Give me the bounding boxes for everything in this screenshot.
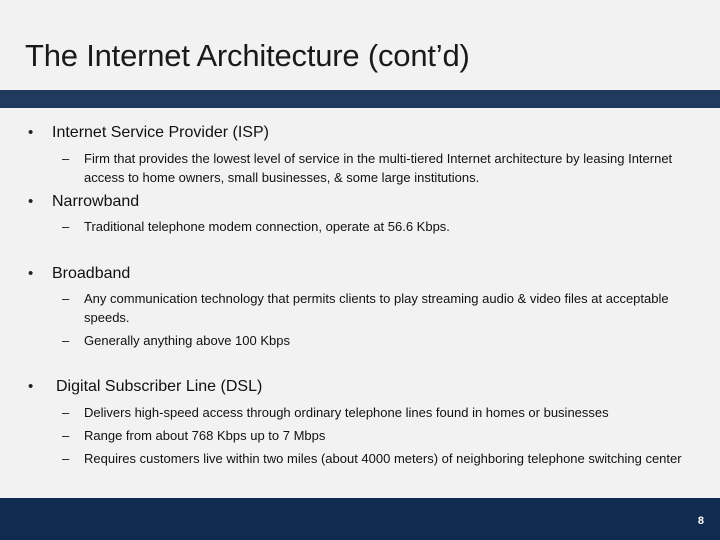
dash-marker: – bbox=[62, 151, 70, 166]
page-number: 8 bbox=[697, 515, 704, 527]
title-area bbox=[0, 0, 720, 90]
dash-marker: – bbox=[62, 291, 70, 306]
heading-isp: Internet Service Provider (ISP) bbox=[52, 124, 269, 141]
list-item bbox=[62, 149, 702, 187]
list-item bbox=[62, 289, 702, 327]
heading-dsl: Digital Subscriber Line (DSL) bbox=[56, 378, 263, 395]
dsl-requirement: Requires customers live within two miles (about 4000 meters) of neighboring telephone switching center bbox=[84, 451, 682, 466]
heading-broadband: Broadband bbox=[52, 265, 131, 282]
list-item bbox=[62, 426, 702, 445]
dash-marker: – bbox=[62, 405, 70, 420]
bullet-narrowband: • bbox=[28, 193, 34, 210]
footer-bar bbox=[0, 498, 720, 540]
narrowband-definition: Traditional telephone modem connection, operate at 56.6 Kbps. bbox=[84, 219, 450, 234]
title-divider-bar bbox=[0, 90, 720, 108]
dash-marker: – bbox=[62, 219, 70, 234]
broadband-definition: Any communication technology that permits clients to play streaming audio & video files at acceptable speeds. bbox=[84, 291, 669, 325]
dash-marker: – bbox=[62, 451, 70, 466]
broadband-speed: Generally anything above 100 Kbps bbox=[84, 333, 290, 348]
list-item bbox=[62, 217, 702, 236]
dash-marker: – bbox=[62, 428, 70, 443]
list-item bbox=[62, 331, 702, 350]
list-item bbox=[62, 449, 702, 468]
bullet-dsl: • bbox=[28, 378, 34, 395]
bullet-broadband: • bbox=[28, 265, 34, 282]
slide-content bbox=[0, 108, 720, 498]
bullet-isp: • bbox=[28, 124, 34, 141]
dsl-delivery: Delivers high-speed access through ordinary telephone lines found in homes or businesses bbox=[84, 405, 609, 420]
dsl-range: Range from about 768 Kbps up to 7 Mbps bbox=[84, 428, 326, 443]
isp-definition: Firm that provides the lowest level of service in the multi-tiered Internet architecture by leasing Internet access to home owners, small businesses, & some large institutions. bbox=[84, 151, 673, 185]
slide-title: The Internet Architecture (cont’d) bbox=[25, 38, 470, 73]
dash-marker: – bbox=[62, 333, 70, 348]
heading-narrowband: Narrowband bbox=[52, 193, 140, 210]
list-item bbox=[62, 403, 702, 422]
